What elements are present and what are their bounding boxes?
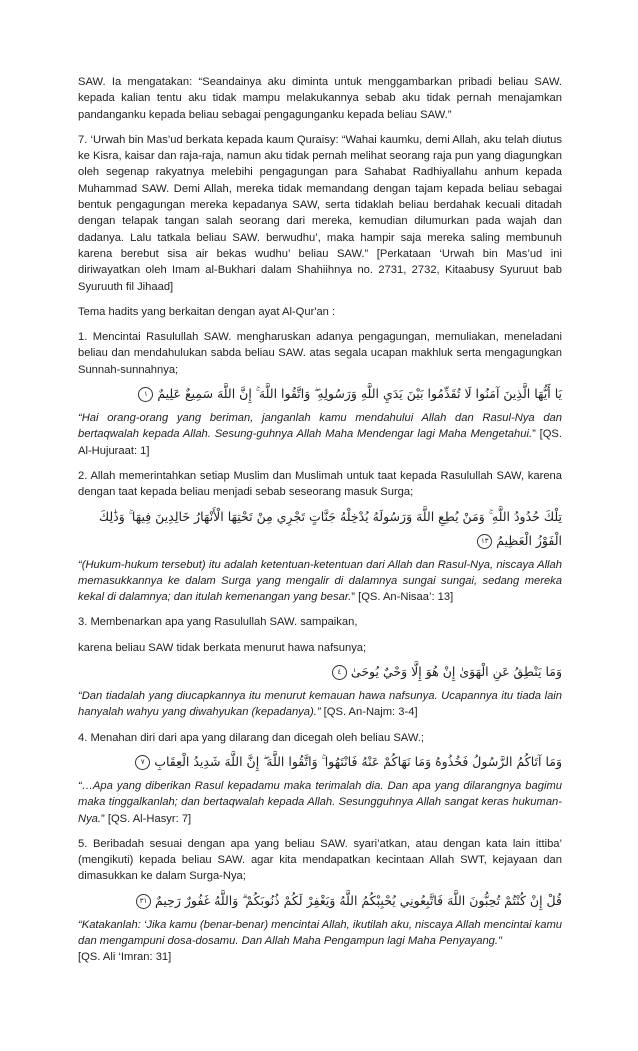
verse-end-ornament-icon: ٤ [332, 665, 347, 680]
point-5-text: 5. Beribadah sesuai dengan apa yang beliau SAW. syari’atkan, atau dengan kata lain ittiba’ (mengikuti) kepada beliau SAW. agar kita mendapatkan kecintaan Allah SWT, kejayaan dan dimasukkan ke dalam Surga-Nya; [78, 837, 562, 883]
quran-reference-3: [QS. An-Najm: 3-4] [320, 706, 418, 719]
translation-2 [78, 557, 562, 606]
intro-paragraph: SAW. Ia mengatakan: “Seandainya aku diminta untuk menggambarkan pribadi beliau SAW. kepada kalian tentu aku tidak mampu melakukannya sebab aku tidak pernah menajamkan pandanganku kepada beliau sebagai pengagunganku kepada beliau SAW.” [78, 76, 562, 121]
point-3-continuation: karena beliau SAW tidak berkata menurut hawa nafsunya; [78, 641, 367, 654]
verse-end-ornament-icon: ١ [138, 387, 153, 402]
point-3-text: 3. Membenarkan apa yang Rasulullah SAW. sampaikan, [78, 616, 358, 629]
point-1-text: 1. Mencintai Rasulullah SAW. mengharuskan adanya pengagungan, memuliakan, meneladani beliau dan mendahulukan sabda beliau SAW. atas segala ucapan makhluk serta mengagungkan Sunnah-sunnahnya; [78, 331, 562, 376]
arabic-verse-4-text: وَمَا آتَاكُمُ الرَّسُولُ فَخُذُوهُ وَمَا نَهَاكُمْ عَنْهُ فَانْتَهُوا ۚ وَاتَّقُوا اللَّهَ ۖ إِنَّ اللَّهَ شَدِيدُ الْعِقَابِ [154, 753, 562, 769]
translation-4 [78, 778, 562, 827]
tema-heading: Tema hadits yang berkaitan dengan ayat Al-Qur'an : [78, 305, 336, 318]
arabic-verse-1-text: يَا أَيُّهَا الَّذِينَ آمَنُوا لَا تُقَدِّمُوا بَيْنَ يَدَيِ اللَّهِ وَرَسُولِهِ ۖ وَاتَّقُوا اللَّهَ ۚ إِنَّ اللَّهَ سَمِيعٌ عَلِيمٌ [157, 386, 562, 402]
arabic-verse-4 [78, 750, 562, 774]
quran-reference-5: [QS. Ali ‘Imran: 31] [78, 951, 172, 964]
arabic-verse-2-text: تِلْكَ حُدُودُ اللَّهِ ۚ وَمَنْ يُطِعِ اللَّهَ وَرَسُولَهُ يُدْخِلْهُ جَنَّاتٍ تَجْرِي مِنْ تَحْتِهَا الْأَنْهَارُ خَالِدِينَ فِيهَا ۚ وَذَٰلِكَ الْفَوْزُ الْعَظِيمُ [98, 508, 562, 548]
verse-end-ornament-icon: ٣١ [136, 894, 151, 909]
translation-5 [78, 917, 562, 966]
translation-4-text: “…Apa yang diberikan Rasul kepadamu maka terimalah dia. Dan apa yang dilarangnya bagimu maka tinggalkanlah; dan bertaqwalah kepada Allah. Sesungguhnya Allah sangat keras hukuman-Nya. [78, 779, 562, 825]
point-4-text: 4. Menahan diri dari apa yang dilarang dan dicegah oleh beliau SAW.; [78, 731, 425, 744]
quran-reference-2: ” [QS. An-Nisaa’: 13] [351, 591, 454, 604]
arabic-verse-5 [78, 889, 562, 913]
arabic-verse-3 [78, 660, 562, 684]
translation-3 [78, 688, 562, 721]
verse-end-ornament-icon: ١٣ [477, 534, 492, 549]
arabic-verse-2 [78, 505, 562, 553]
quran-reference-4: ” [QS. Al-Hasyr: 7] [101, 812, 192, 825]
translation-1 [78, 410, 562, 459]
translation-1-text: “Hai orang-orang yang beriman, janganlah kamu mendahului Allah dan Rasul-Nya dan bertaqwalah kepada Allah. Sesung-guhnya Allah Maha Mendengar lagi Maha Mengetahui. [78, 412, 562, 441]
arabic-verse-3-text: وَمَا يَنْطِقُ عَنِ الْهَوَىٰ إِنْ هُوَ إِلَّا وَحْيٌ يُوحَىٰ [350, 664, 562, 680]
translation-5-text: “Katakanlah: ‘Jika kamu (benar-benar) mencintai Allah, ikutilah aku, niscaya Allah mencintai kamu dan mengampuni dosa-dosamu. Dan Allah Maha Pengampun lagi Maha Penyayang." [78, 918, 562, 947]
arabic-verse-1 [78, 382, 562, 406]
translation-2-text: “(Hukum-hukum tersebut) itu adalah ketentuan-ketentuan dari Allah dan Rasul-Nya, niscaya Allah memasukkannya ke dalam Surga yang mengalir di dalamnya sungai sungai, sedang mereka kekal di dalamnya; dan itulah kemenangan yang besar. [78, 558, 562, 604]
point-2-text: 2. Allah memerintahkan setiap Muslim dan Muslimah untuk taat kepada Rasulullah SAW, karena dengan taat kepada beliau menjadi sebab seseorang masuk Surga; [78, 469, 562, 499]
document-page [78, 74, 562, 975]
verse-end-ornament-icon: ٧ [135, 755, 150, 770]
paragraph-7: 7. ‘Urwah bin Mas’ud berkata kepada kaum Quraisy: “Wahai kaumku, demi Allah, aku telah diutus ke Kisra, kaisar dan raja-raja, namun aku tidak pernah melihat seorang raja pun yang diagungkan oleh segenap rakyatnya melebihi pengagungan para Sahabat Radhiyallahu anhum kepada Muhammad SAW. Demi Allah, mereka tidak memandang dengan tajam kepada beliau sebagai bentuk pengagungan mereka kepadanya SAW, serta tidaklah beliau berdahak kecuali ditadah dengan telapak tangan salah seorang dari mereka, kemudian dilumurkan pada wajah dan dadanya. Lalu tatkala beliau SAW. berwudhu’, maka hampir saja mereka saling membunuh karena berebut sisa air bekas wudhu’ beliau SAW.” [Perkataan ‘Urwah bin Mas’ud ini diriwayatkan oleh Imam al-Bukhari dalam Shahiihnya no. 2731, 2732, Kitaabusy Syuruut bab Syuruuth fil Jihaad] [78, 133, 562, 293]
translation-3-text: “Dan tiadalah yang diucapkannya itu menurut kemauan hawa nafsunya. Ucapannya itu tiada lain hanyalah wahyu yang diwahyukan (kepadanya).” [78, 690, 562, 719]
quran-reference-1: ” [QS. Al-Hujuraat: 1] [78, 428, 562, 457]
arabic-verse-5-text: قُلْ إِنْ كُنْتُمْ تُحِبُّونَ اللَّهَ فَاتَّبِعُونِي يُحْبِبْكُمُ اللَّهُ وَيَغْفِرْ لَكُمْ ذُنُوبَكُمْ ۗ وَاللَّهُ غَفُورٌ رَحِيمٌ [155, 892, 562, 908]
